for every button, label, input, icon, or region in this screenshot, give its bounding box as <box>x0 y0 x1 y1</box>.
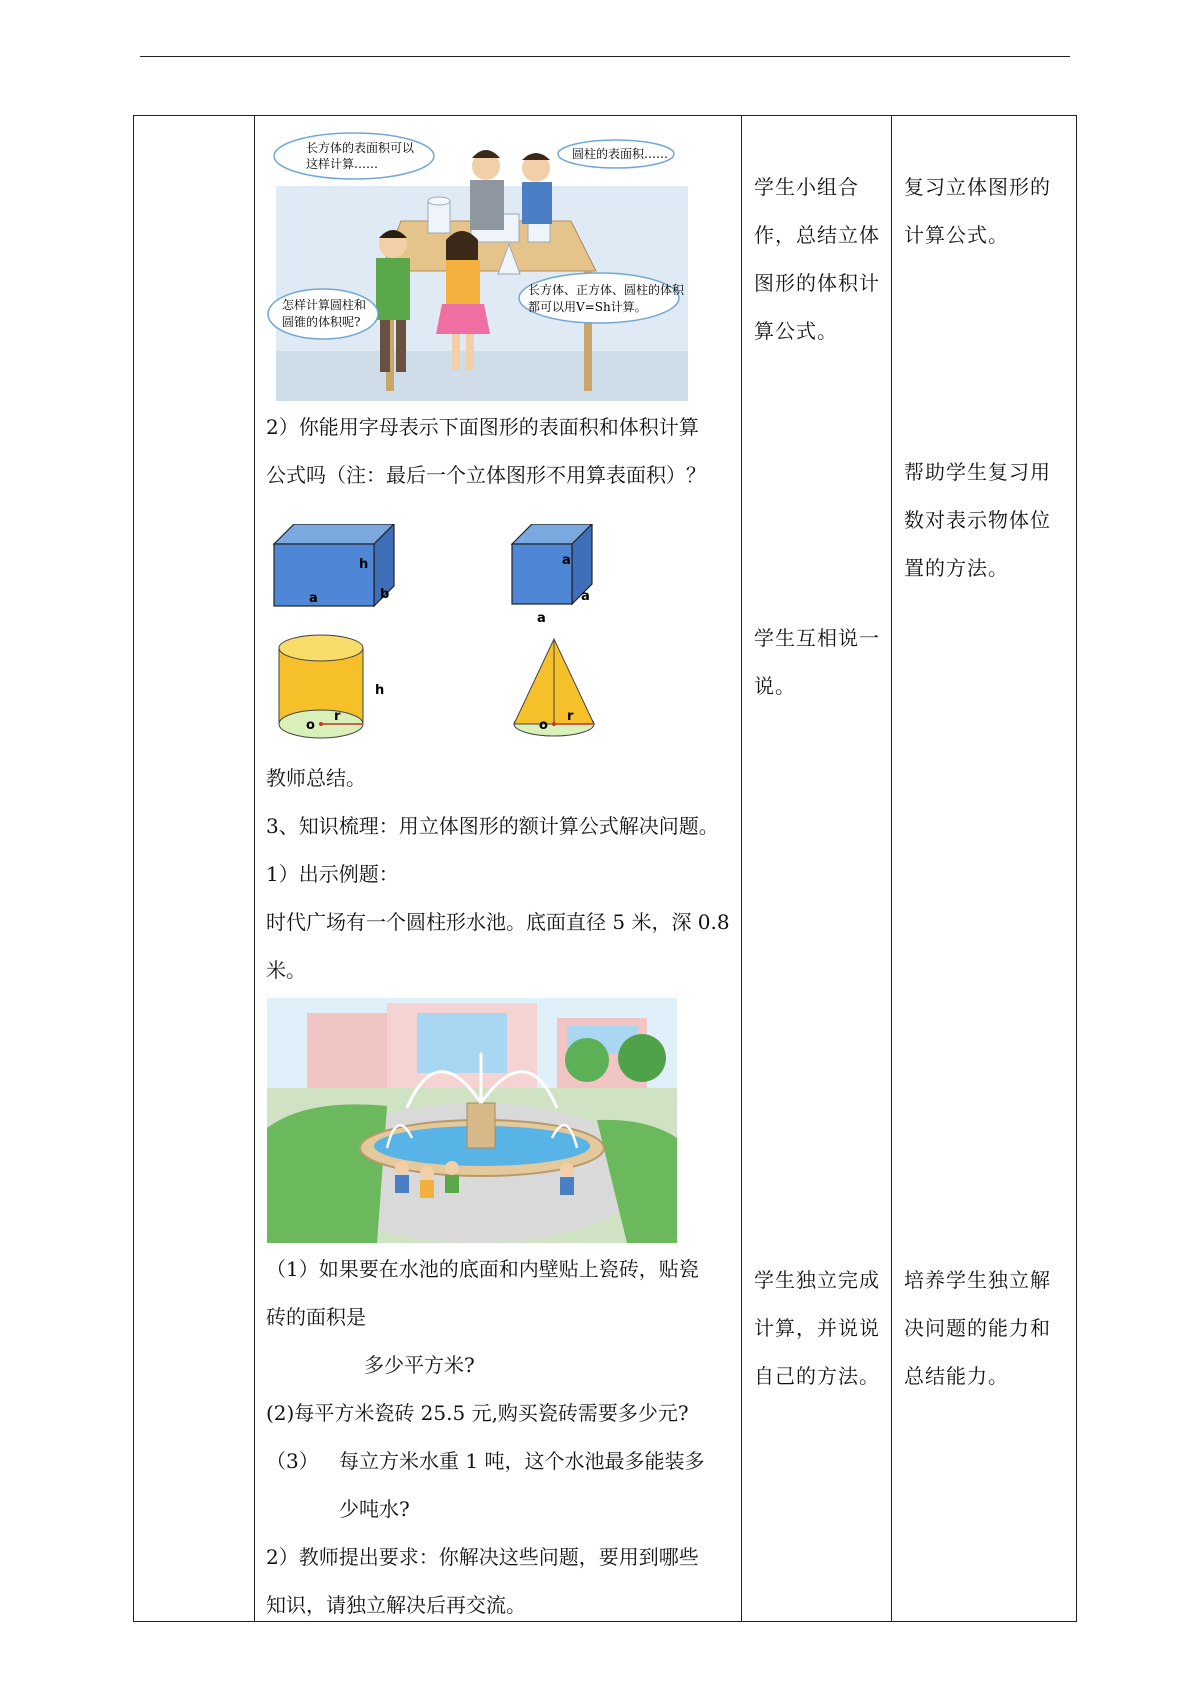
cylinder-label-o: o <box>306 718 315 733</box>
problem-3-line-1: 每立方米水重 1 吨，这个水池最多能装多 <box>339 1449 705 1473</box>
item-3-1: 1）出示例题： <box>266 862 399 886</box>
student-activity-3: 学生独立完成计算，并说说自己的方法。 <box>754 1268 880 1388</box>
requirement-line-2: 知识，请独立解决后再交流。 <box>266 1593 526 1617</box>
cuboid-label-a: a <box>309 591 318 606</box>
problem-2: (2)每平方米瓷砖 25.5 元,购买瓷砖需要多少元? <box>266 1401 689 1425</box>
cone-label-o: o <box>539 718 548 733</box>
problem-1-line-3: 多少平方米? <box>364 1353 475 1377</box>
problem-1-line-2: 砖的面积是 <box>266 1305 366 1329</box>
cube-label-bottom: a <box>537 611 546 626</box>
bubble-text-4a: 长方体、正方体、圆柱的体积 <box>528 283 685 297</box>
column-divider-2 <box>741 116 742 1621</box>
teacher-summary: 教师总结。 <box>266 766 366 790</box>
bubble-text-1a: 长方体的表面积可以 <box>306 141 415 155</box>
header-rule <box>140 56 1070 57</box>
column-divider-1 <box>254 116 255 1621</box>
fountain-illustration <box>267 998 677 1243</box>
cylinder-label-r: r <box>334 709 341 724</box>
cube-label-side: a <box>581 589 590 604</box>
bubble-text-1b: 这样计算…… <box>306 157 379 171</box>
design-intent-2: 帮助学生复习用数对表示物体位置的方法。 <box>904 460 1051 580</box>
design-intent-1: 复习立体图形的计算公式。 <box>904 175 1051 247</box>
bubble-text-2: 圆柱的表面积…… <box>572 147 669 161</box>
classroom-illustration <box>266 126 696 401</box>
cuboid-label-b: b <box>380 587 390 602</box>
cuboid-figure <box>269 524 399 624</box>
design-intent-3: 培养学生独立解决问题的能力和总结能力。 <box>904 1268 1051 1388</box>
requirement-line-1: 2）教师提出要求：你解决这些问题，要用到哪些 <box>266 1545 699 1569</box>
cone-label-r: r <box>567 709 574 724</box>
cuboid-label-h: h <box>359 557 369 572</box>
problem-3-line-2: 少吨水? <box>339 1497 410 1521</box>
problem-3-label: （3） <box>266 1449 319 1473</box>
question-2-line-2: 公式吗（注：最后一个立体图形不用算表面积）？ <box>266 463 706 487</box>
cube-figure <box>507 524 607 634</box>
student-activity-2: 学生互相说一说。 <box>754 626 880 698</box>
example-line-1: 时代广场有一个圆柱形水池。底面直径 5 米，深 0.8 <box>266 910 730 934</box>
cone-figure <box>509 634 609 744</box>
lesson-table <box>133 115 1077 1622</box>
student-activity-1: 学生小组合作，总结立体图形的体积计算公式。 <box>754 175 880 343</box>
cube-label-top: a <box>562 553 571 568</box>
example-line-2: 米。 <box>266 958 306 982</box>
question-2-line-1: 2）你能用字母表示下面图形的表面积和体积计算 <box>266 415 699 439</box>
problem-1-line-1: （1）如果要在水池的底面和内壁贴上瓷砖，贴瓷 <box>266 1257 699 1281</box>
column-divider-3 <box>891 116 892 1621</box>
bubble-text-3a: 怎样计算圆柱和 <box>282 298 367 312</box>
cylinder-label-h: h <box>375 683 385 698</box>
bubble-text-3b: 圆锥的体积呢? <box>282 315 361 329</box>
bubble-text-4b: 都可以用V=Sh计算。 <box>528 300 647 314</box>
cylinder-figure <box>274 634 404 744</box>
item-3-heading: 3、知识梳理：用立体图形的额计算公式解决问题。 <box>266 814 719 838</box>
